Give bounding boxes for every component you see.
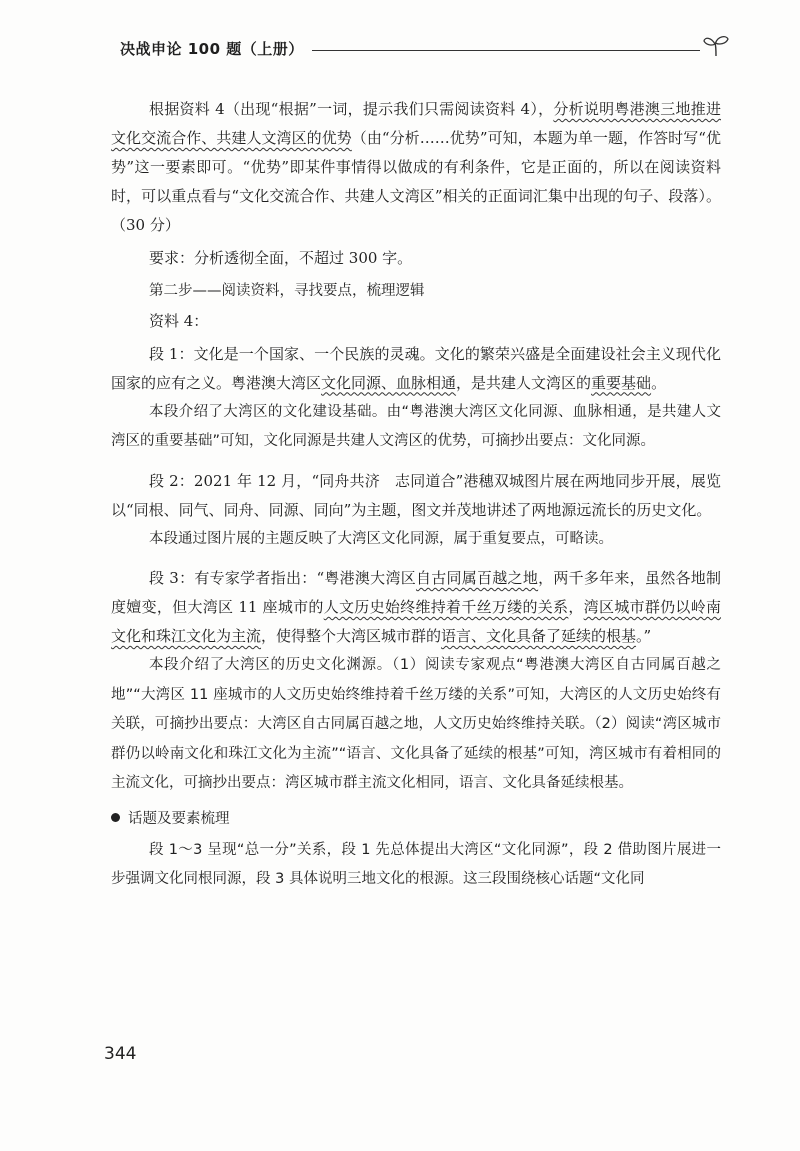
note-1: 本段介绍了大湾区的文化建设基础。由“粤港澳大湾区文化同源、血脉相通，是共建人文湾区的重要基础”可知，文化同源是共建人文湾区的优势，可摘抄出要点：文化同源。: [111, 403, 721, 449]
seg1-part-b: 文化同源、血脉相通: [321, 373, 457, 392]
intro-part-c: （由“分析……优势”可知，本题为单一题，作答时写“优势”这一要素即可。“优势”即某件事情得以做成的有利条件，它是正面的，所以在阅读资料时，可以重点看与“文化交流合作、共建人文湾区”相关的正面词汇集中出现的句子、段落）。（30 分）: [111, 129, 721, 234]
topic-heading-text: 话题及要素梳理: [128, 810, 230, 827]
seg3-part-d: 人文历史始终维持着千丝万缕的关系: [323, 598, 569, 616]
seg1-part-c: ，是共建人文湾区的: [456, 373, 592, 392]
seg3-part-h: 语言、文化具备了延续的根基: [441, 627, 637, 645]
summary: 段 1～3 呈现“总一分”关系，段 1 先总体提出大湾区“文化同源”，段 2 借助图片展进一步强调文化同根同源，段 3 具体说明三地文化的根源。这三段围绕核心话题“文化同: [111, 841, 721, 887]
seg1-part-e: 。: [651, 373, 667, 392]
header-rule: [312, 50, 700, 51]
step-two-heading: 第二步——阅读资料，寻找要点，梳理逻辑: [149, 283, 425, 299]
header-title: 决战申论 100 题（上册）: [120, 40, 304, 58]
intro-part-b: 分析说明粤港澳三地推进文化交流合作、共建人文湾区的优势: [111, 100, 721, 147]
seg1-part-d: 重要基础: [591, 373, 652, 392]
seg3-part-i: 。”: [636, 627, 652, 645]
segment-3: [111, 564, 721, 651]
segment-1: [111, 340, 721, 398]
running-header: [120, 34, 730, 64]
topic-heading: [111, 805, 721, 834]
seg3-part-c: ，两千多年来，虽然各地制度嬗变，但大湾区 11 座城市的: [111, 569, 721, 616]
sprout-icon: [702, 34, 730, 58]
seg1-part-a: 段 1：文化是一个国家、一个民族的灵魂。文化的繁荣兴盛是全面建设社会主义现代化国家的应有之义。粤港澳大湾区: [111, 344, 721, 392]
intro-part-a: 根据资料 4（出现“根据”一词，提示我们只需阅读资料 4），: [149, 100, 554, 118]
seg3-part-e: ，: [568, 598, 584, 616]
seg3-part-g: ，使得整个大湾区城市群的: [261, 627, 442, 645]
page-number: 344: [104, 1044, 137, 1064]
requirement: 要求：分析透彻全面，不超过 300 字。: [149, 249, 413, 267]
segment-2: 段 2：2021 年 12 月，“同舟共济 志同道合”港穗双城图片展在两地同步开展，展览以“同根、同气、同舟、同源、同向”为主题，图文并茂地讲述了两地源远流长的历史文化。: [111, 471, 721, 519]
bullet-icon: [111, 813, 120, 822]
note-2: 本段通过图片展的主题反映了大湾区文化同源，属于重复要点，可略读。: [149, 530, 613, 547]
seg3-part-b: 自古同属百越之地: [415, 569, 539, 587]
question-intro: [111, 95, 721, 240]
material-label: 资料 4：: [149, 311, 209, 330]
seg3-part-f: 湾区城市群仍以岭南文化和珠江文化为主流: [111, 598, 721, 645]
page-content: [111, 95, 721, 895]
seg3-part-a: 段 3：有专家学者指出：“粤港澳大湾区: [149, 569, 416, 587]
note-3: 本段介绍了大湾区的历史文化渊源。（1）阅读专家观点“粤港澳大湾区自古同属百越之地”“大湾区 11 座城市的人文历史始终维持着千丝万缕的关系”可知，大湾区的人文历史始终有关联，可摘抄出要点：大湾区自古同属百越之地，人文历史始终维持关联。（2）阅读“湾区城市群仍以岭南文化和珠江文化为主流”“语言、文化具备了延续的根基”可知，湾区城市有着相同的主流文化，可摘抄出要点：湾区城市群主流文化相同，语言、文化具备延续根基。: [111, 657, 721, 791]
